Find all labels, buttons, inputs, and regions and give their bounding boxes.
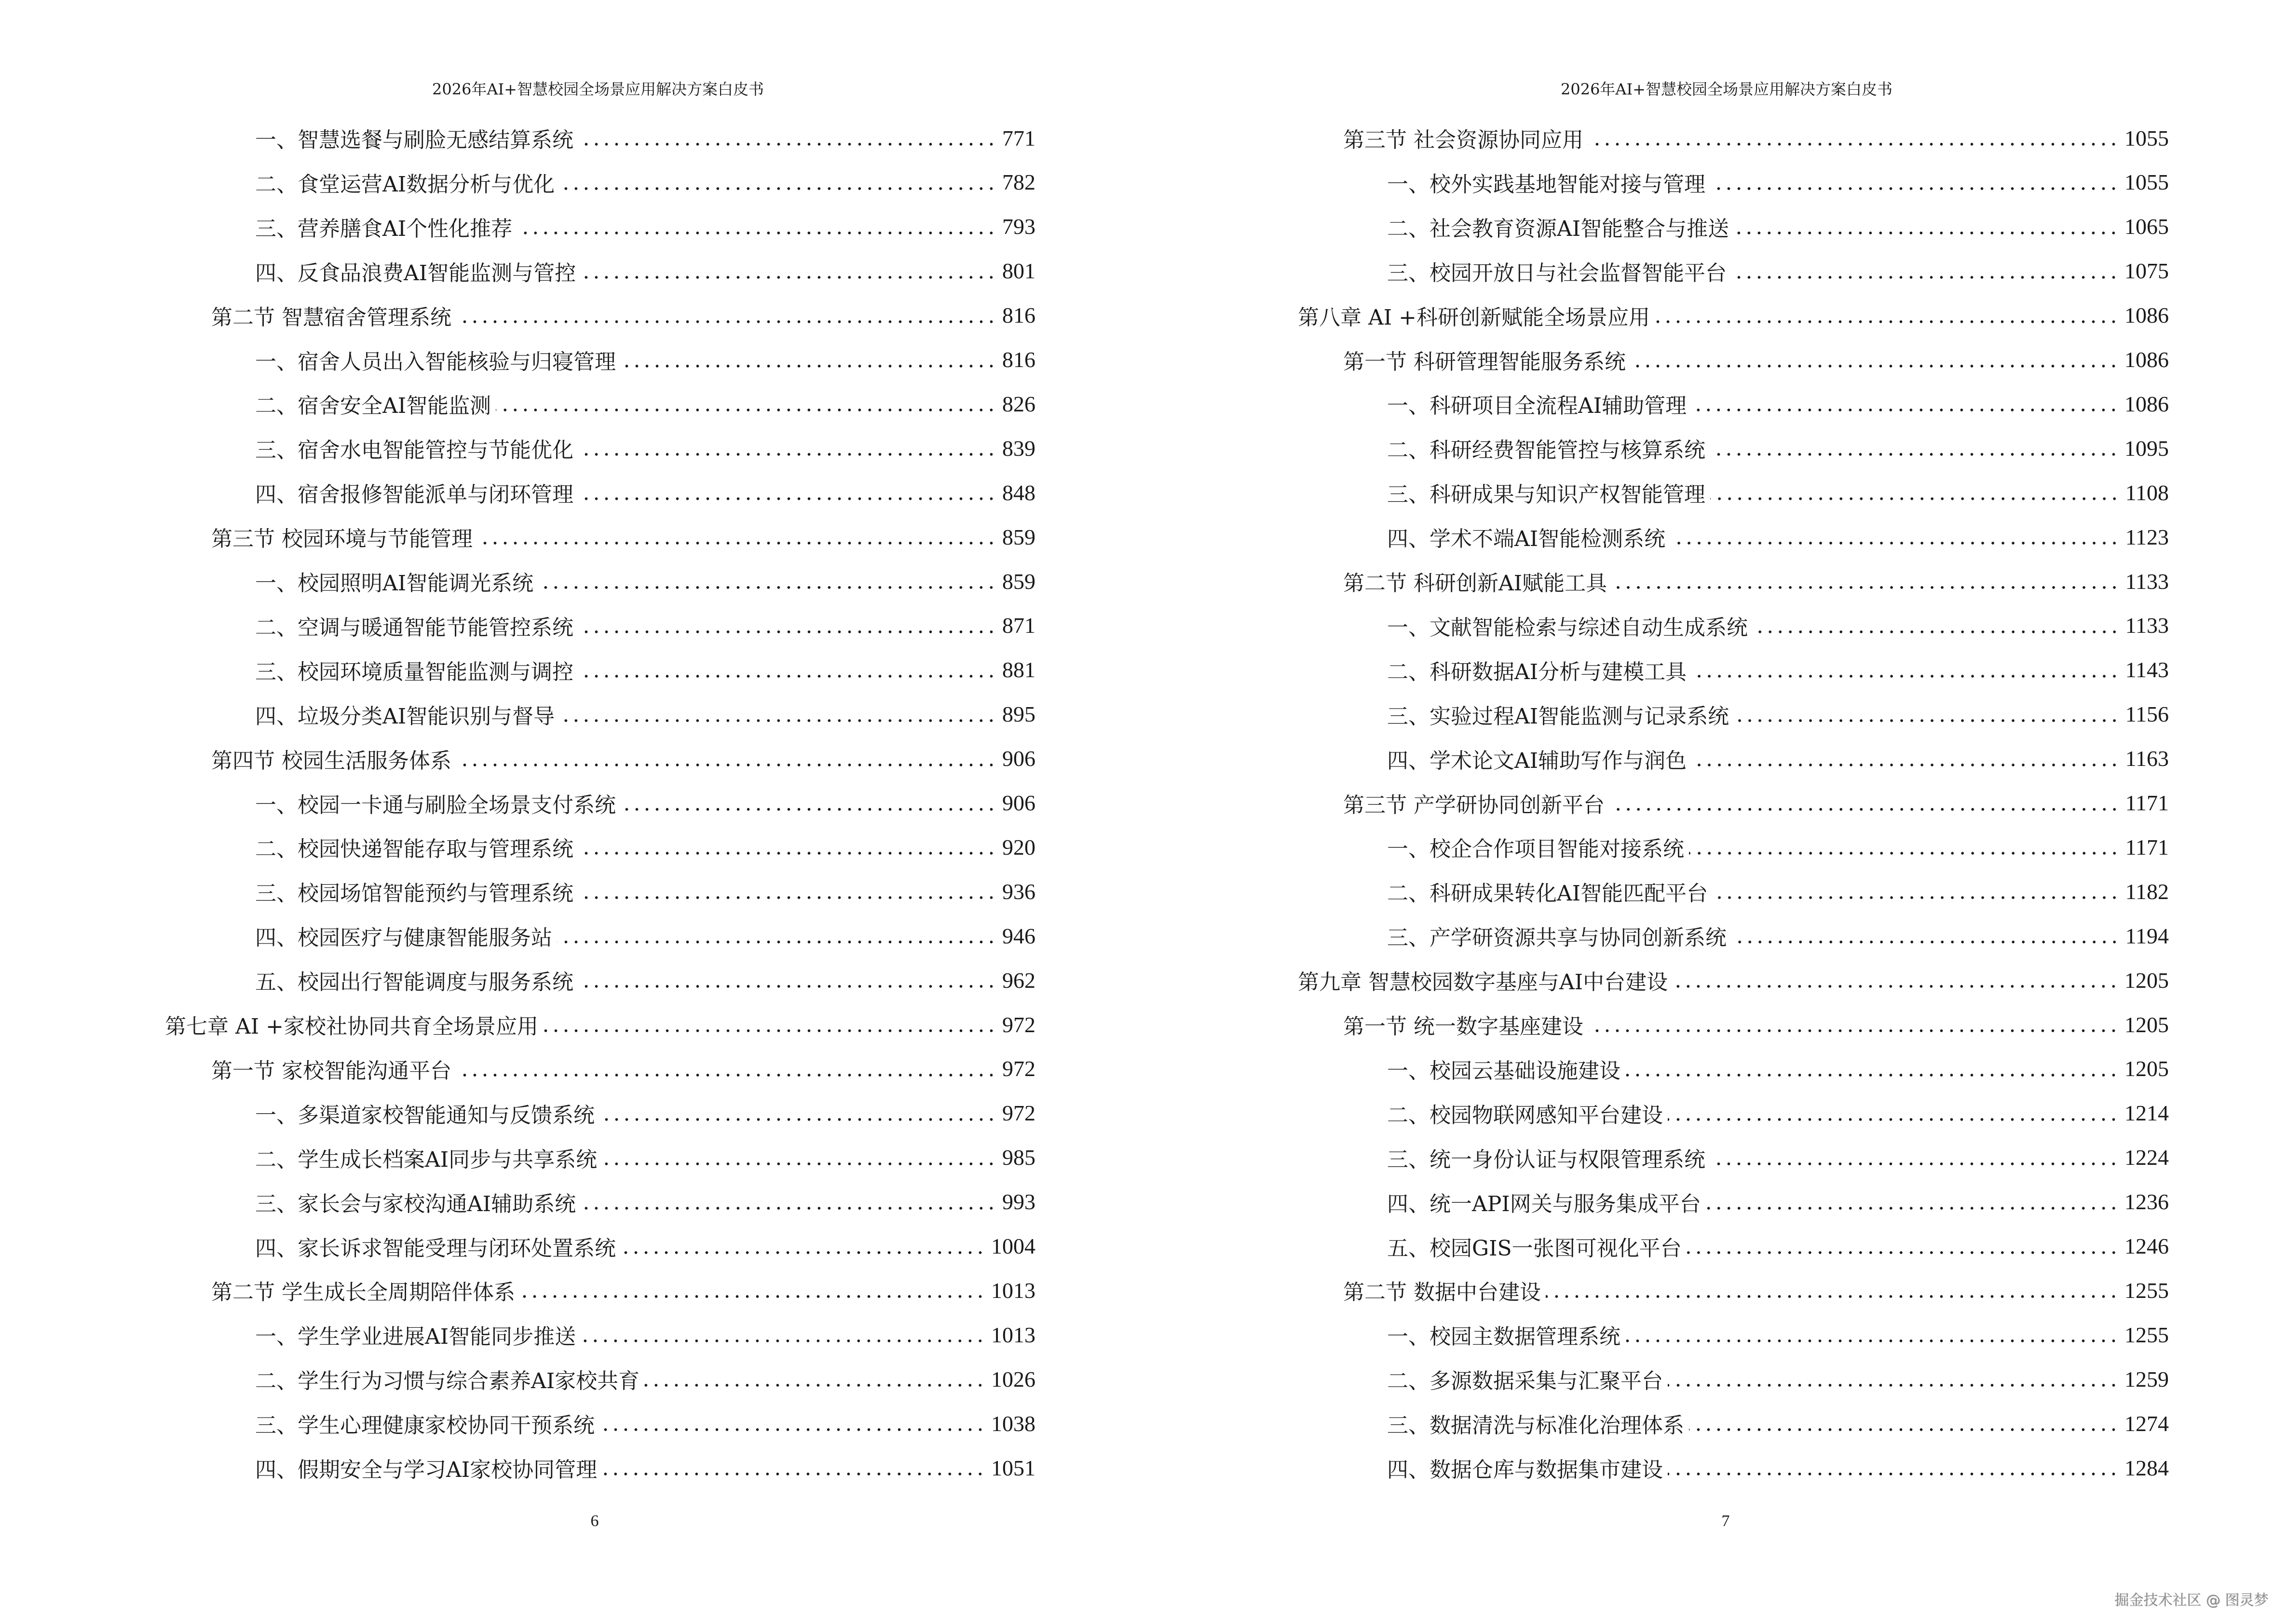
toc-subsection-entry[interactable]	[1387, 382, 2169, 426]
toc-entry-page-number: 1274	[2124, 1411, 2169, 1436]
toc-entry-page-number: 1194	[2125, 923, 2169, 948]
toc-entry-page-number: 1163	[2125, 746, 2169, 771]
toc-entry-page-number: 1205	[2124, 1056, 2169, 1081]
toc-entry-page-number: 1065	[2124, 214, 2169, 239]
toc-entry-page-number: 793	[1002, 214, 1035, 239]
dot-leader	[644, 1368, 985, 1390]
toc-subsection-entry[interactable]	[255, 382, 1035, 426]
dot-leader	[1588, 1014, 2119, 1035]
toc-subsection-entry[interactable]	[255, 958, 1035, 1002]
toc-section-entry[interactable]	[1343, 116, 2169, 160]
dot-leader	[1655, 305, 2119, 326]
toc-entry-page-number: 895	[1002, 702, 1035, 727]
toc-entry-page-number: 1246	[2124, 1234, 2169, 1258]
toc-subsection-entry[interactable]	[1387, 426, 2169, 470]
toc-subsection-entry[interactable]	[1387, 648, 2169, 692]
toc-entry-title: 第一节 统一数字基座建设	[1343, 1014, 1583, 1039]
toc-subsection-entry[interactable]	[255, 1135, 1035, 1180]
toc-entry-page-number: 816	[1002, 303, 1035, 328]
page-number: 6	[590, 1512, 599, 1530]
toc-subsection-entry[interactable]	[255, 1224, 1035, 1269]
toc-subsection-entry[interactable]	[255, 426, 1035, 470]
dot-leader	[1668, 1368, 2119, 1390]
toc-section-entry[interactable]	[1343, 781, 2169, 825]
toc-entry-title: 第七章 AI +家校社协同共育全场景应用	[165, 1014, 538, 1039]
dot-leader	[496, 393, 996, 414]
toc-subsection-entry[interactable]	[1387, 1312, 2169, 1357]
dot-leader	[1668, 1103, 2119, 1124]
toc-subsection-entry[interactable]	[255, 781, 1035, 825]
dot-leader	[1687, 1236, 2119, 1257]
toc-entry-title: 第三节 社会资源协同应用	[1343, 128, 1583, 152]
dot-leader	[559, 172, 996, 193]
toc-entry-title: 一、校园一卡通与刷脸全场景支付系统	[255, 792, 616, 818]
toc-subsection-entry[interactable]	[1387, 1135, 2169, 1180]
toc-subsection-entry[interactable]	[1387, 1446, 2169, 1490]
toc-entry-page-number: 1055	[2124, 170, 2169, 195]
dot-leader	[543, 1014, 996, 1035]
toc-subsection-entry[interactable]	[255, 1091, 1035, 1135]
toc-entry-page-number: 972	[1002, 1012, 1035, 1037]
toc-entry-page-number: 1086	[2124, 391, 2169, 416]
dot-leader	[581, 1324, 985, 1345]
toc-entry-title: 一、多渠道家校智能通知与反馈系统	[255, 1103, 595, 1128]
toc-entry-page-number: 1123	[2125, 524, 2169, 549]
toc-subsection-entry[interactable]	[255, 914, 1035, 958]
dot-leader	[578, 482, 996, 503]
page-number: 7	[1721, 1512, 1730, 1530]
toc-entry-title: 二、校园物联网感知平台建设	[1387, 1103, 1663, 1128]
toc-entry-title: 三、校园开放日与社会监督智能平台	[1387, 260, 1727, 286]
toc-entry-page-number: 1255	[2124, 1322, 2169, 1347]
dot-leader	[602, 1147, 996, 1168]
dot-leader	[602, 1457, 985, 1478]
dot-leader	[1631, 349, 2119, 370]
toc-subsection-entry[interactable]	[255, 470, 1035, 515]
dot-leader	[1691, 659, 2120, 681]
dot-leader	[1710, 172, 2119, 193]
toc-subsection-entry[interactable]	[1387, 1091, 2169, 1135]
toc-section-entry[interactable]	[211, 293, 1035, 338]
dot-leader	[559, 704, 996, 725]
toc-subsection-entry[interactable]	[255, 825, 1035, 869]
toc-subsection-entry[interactable]	[1387, 1180, 2169, 1224]
toc-entry-title: 三、宿舍水电智能管控与节能优化	[255, 438, 573, 463]
toc-entry-page-number: 906	[1002, 791, 1035, 815]
toc-entry-title: 一、学生学业进展AI智能同步推送	[255, 1324, 576, 1350]
toc-entry-page-number: 920	[1002, 834, 1035, 860]
dot-leader	[599, 1103, 996, 1124]
dot-leader	[621, 1236, 985, 1257]
toc-subsection-entry[interactable]	[255, 205, 1035, 249]
dot-leader	[1731, 260, 2119, 282]
toc-entry-page-number: 1205	[2124, 968, 2169, 993]
toc-entry-page-number: 839	[1002, 436, 1035, 461]
dot-leader	[1609, 792, 2120, 814]
dot-leader	[1713, 881, 2120, 902]
toc-entry-title: 第一节 科研管理智能服务系统	[1343, 349, 1626, 374]
toc-entry-page-number: 771	[1002, 125, 1035, 150]
toc-entry-page-number: 985	[1002, 1145, 1035, 1170]
dot-leader	[578, 127, 996, 149]
toc-entry-page-number: 1004	[991, 1234, 1035, 1258]
toc-entry-page-number: 1255	[2124, 1278, 2169, 1303]
toc-entry-page-number: 1055	[2124, 125, 2169, 150]
toc-entry-page-number: 1205	[2124, 1012, 2169, 1037]
toc-entry-title: 第二节 智慧宿舍管理系统	[211, 305, 451, 330]
toc-subsection-entry[interactable]	[255, 603, 1035, 648]
toc-entry-title: 四、反食品浪费AI智能监测与管控	[255, 260, 576, 286]
toc-entry-title: 四、统一API网关与服务集成平台	[1387, 1191, 1701, 1216]
toc-entry-title: 一、校园云基础设施建设	[1387, 1058, 1620, 1083]
toc-entry-title: 第八章 AI +科研创新赋能全场景应用	[1298, 305, 1650, 330]
toc-entry-title: 二、校园快递智能存取与管理系统	[255, 837, 573, 862]
dot-leader	[456, 748, 996, 769]
dot-leader	[557, 925, 996, 946]
toc-entry-page-number: 972	[1002, 1101, 1035, 1126]
toc-section-entry[interactable]	[211, 515, 1035, 559]
dot-leader	[456, 305, 996, 326]
toc-entry-page-number: 881	[1002, 657, 1035, 682]
toc-entry-page-number: 1086	[2124, 303, 2169, 328]
toc-entry-title: 四、学术不端AI智能检测系统	[1387, 527, 1666, 552]
toc-entry-title: 二、食堂运营AI数据分析与优化	[255, 172, 555, 197]
toc-entry-page-number: 826	[1002, 391, 1035, 416]
toc-entry-title: 三、校园环境质量智能监测与调控	[255, 659, 573, 684]
running-header: 2026年AI+智慧校园全场景应用解决方案白皮书	[1560, 80, 1893, 98]
toc-entry-title: 二、宿舍安全AI智能监测	[255, 394, 491, 419]
toc-entry-page-number: 1224	[2124, 1145, 2169, 1170]
toc-entry-page-number: 859	[1002, 524, 1035, 549]
dot-leader	[1625, 1058, 2119, 1079]
toc-entry-title: 四、校园医疗与健康智能服务站	[255, 926, 552, 951]
toc-entry-title: 五、校园GIS一张图可视化平台	[1387, 1236, 1682, 1261]
toc-subsection-entry[interactable]	[1387, 692, 2169, 737]
toc-entry-title: 第二节 学生成长全周期陪伴体系	[211, 1280, 515, 1305]
toc-entry-title: 一、校外实践基地智能对接与管理	[1387, 172, 1705, 197]
toc-entry-page-number: 993	[1002, 1189, 1035, 1215]
toc-entry-page-number: 1108	[2125, 480, 2169, 505]
toc-subsection-entry[interactable]	[255, 160, 1035, 205]
dot-leader	[520, 1280, 985, 1301]
toc-subsection-entry[interactable]	[1387, 470, 2169, 515]
toc-subsection-entry[interactable]	[255, 1357, 1035, 1401]
toc-subsection-entry[interactable]	[255, 559, 1035, 603]
toc-entry-title: 四、学术论文AI辅助写作与润色	[1387, 748, 1687, 773]
toc-entry-title: 三、数据清洗与标准化治理体系	[1387, 1413, 1684, 1438]
toc-entry-page-number: 1171	[2125, 834, 2169, 860]
toc-subsection-entry[interactable]	[255, 338, 1035, 382]
toc-entry-page-number: 1182	[2125, 879, 2169, 904]
dot-leader	[1625, 1324, 2119, 1345]
dot-leader	[578, 437, 996, 459]
toc-entry-title: 一、宿舍人员出入智能核验与归寝管理	[255, 349, 616, 374]
dot-leader	[1731, 925, 2120, 946]
toc-subsection-entry[interactable]	[1387, 603, 2169, 648]
dot-leader	[517, 216, 996, 237]
toc-entry-page-number: 1143	[2125, 657, 2169, 682]
toc-entry-title: 三、统一身份认证与权限管理系统	[1387, 1147, 1705, 1172]
dot-leader	[578, 969, 996, 991]
toc-entry-title: 二、科研经费智能管控与核算系统	[1387, 438, 1705, 463]
dot-leader	[1612, 571, 2120, 592]
toc-entry-title: 三、科研成果与知识产权智能管理	[1387, 482, 1705, 507]
toc-entry-page-number: 906	[1002, 746, 1035, 771]
toc-entry-title: 第三节 产学研协同创新平台	[1343, 792, 1605, 818]
toc-subsection-entry[interactable]	[1387, 515, 2169, 559]
toc-entry-page-number: 1171	[2125, 791, 2169, 815]
dot-leader	[1710, 482, 2120, 503]
toc-subsection-entry[interactable]	[1387, 1224, 2169, 1269]
dot-leader	[456, 1058, 996, 1079]
toc-entry-page-number: 871	[1002, 613, 1035, 638]
toc-subsection-entry[interactable]	[255, 648, 1035, 692]
toc-subsection-entry[interactable]	[1387, 160, 2169, 205]
toc-section-entry[interactable]	[211, 1268, 1035, 1312]
toc-entry-page-number: 962	[1002, 968, 1035, 993]
toc-entry-page-number: 1013	[991, 1322, 1035, 1347]
toc-section-entry[interactable]	[1343, 1268, 2169, 1312]
toc-entry-title: 二、社会教育资源AI智能整合与推送	[1387, 216, 1729, 241]
dot-leader	[1689, 836, 2120, 858]
toc-entry-page-number: 946	[1002, 923, 1035, 948]
toc-entry-title: 第二节 数据中台建设	[1343, 1280, 1541, 1305]
toc-entry-title: 二、学生行为习惯与综合素养AI家校共育	[255, 1369, 640, 1394]
toc-entry-title: 五、校园出行智能调度与服务系统	[255, 970, 573, 995]
toc-entry-page-number: 1038	[991, 1411, 1035, 1436]
toc-subsection-entry[interactable]	[255, 1446, 1035, 1490]
dot-leader	[1691, 748, 2120, 769]
toc-subsection-entry[interactable]	[255, 692, 1035, 737]
toc-subsection-entry[interactable]	[1387, 914, 2169, 958]
toc-entry-title: 三、实验过程AI智能监测与记录系统	[1387, 704, 1729, 729]
dot-leader	[578, 659, 996, 681]
toc-entry-page-number: 1259	[2124, 1366, 2169, 1392]
toc-section-entry[interactable]	[1343, 559, 2169, 603]
toc-entry-page-number: 972	[1002, 1056, 1035, 1081]
toc-entry-page-number: 1013	[991, 1278, 1035, 1303]
toc-subsection-entry[interactable]	[1387, 249, 2169, 293]
dot-leader	[578, 836, 996, 858]
toc-subsection-entry[interactable]	[255, 869, 1035, 914]
dot-leader	[538, 571, 996, 592]
toc-entry-page-number: 782	[1002, 170, 1035, 195]
toc-entry-title: 三、学生心理健康家校协同干预系统	[255, 1413, 595, 1438]
dot-leader	[1668, 1457, 2119, 1478]
toc-entry-page-number: 859	[1002, 569, 1035, 594]
dot-leader	[599, 1413, 985, 1434]
toc-entry-page-number: 1284	[2124, 1455, 2169, 1480]
toc-entry-title: 四、垃圾分类AI智能识别与督导	[255, 704, 555, 729]
toc-entry-page-number: 1236	[2124, 1189, 2169, 1215]
toc-entry-title: 二、多源数据采集与汇聚平台	[1387, 1369, 1663, 1394]
toc-subsection-entry[interactable]	[1387, 1047, 2169, 1091]
dot-leader	[1753, 615, 2120, 636]
toc-subsection-entry[interactable]	[255, 1312, 1035, 1357]
toc-entry-title: 第一节 家校智能沟通平台	[211, 1058, 451, 1083]
toc-section-entry[interactable]	[211, 1047, 1035, 1091]
toc-entry-title: 第二节 科研创新AI赋能工具	[1343, 571, 1607, 596]
toc-chapter-entry[interactable]	[1298, 958, 2169, 1002]
toc-chapter-entry[interactable]	[1298, 293, 2169, 338]
watermark: 掘金技术社区 @ 图灵梦	[2114, 1592, 2269, 1609]
toc-entry-page-number: 1075	[2124, 259, 2169, 284]
toc-entry-page-number: 1214	[2124, 1101, 2169, 1126]
dot-leader	[1691, 393, 2119, 414]
toc-entry-page-number: 1086	[2124, 347, 2169, 372]
toc-entry-title: 三、产学研资源共享与协同创新系统	[1387, 926, 1727, 951]
toc-subsection-entry[interactable]	[1387, 869, 2169, 914]
dot-leader	[1673, 969, 2119, 991]
toc-entry-title: 四、数据仓库与数据集市建设	[1387, 1458, 1663, 1482]
dot-leader	[578, 615, 996, 636]
toc-section-entry[interactable]	[1343, 338, 2169, 382]
dot-leader	[581, 260, 996, 282]
toc-entry-title: 一、科研项目全流程AI辅助管理	[1387, 394, 1687, 419]
dot-leader	[1734, 216, 2119, 237]
dot-leader	[1588, 127, 2119, 149]
toc-entry-title: 一、校园主数据管理系统	[1387, 1324, 1620, 1350]
toc-subsection-entry[interactable]	[1387, 1401, 2169, 1446]
toc-subsection-entry[interactable]	[255, 1401, 1035, 1446]
toc-entry-title: 第四节 校园生活服务体系	[211, 748, 451, 773]
toc-entry-page-number: 1156	[2125, 702, 2169, 727]
toc-entry-title: 三、家长会与家校沟通AI辅助系统	[255, 1191, 576, 1216]
toc-section-entry[interactable]	[1343, 1002, 2169, 1047]
toc-entry-title: 三、营养膳食AI个性化推荐	[255, 216, 513, 241]
dot-leader	[1546, 1280, 2119, 1301]
toc-entry-page-number: 1133	[2125, 613, 2169, 638]
toc-entry-page-number: 1095	[2124, 436, 2169, 461]
toc-subsection-entry[interactable]	[1387, 737, 2169, 781]
toc-section-entry[interactable]	[211, 737, 1035, 781]
dot-leader	[1689, 1413, 2119, 1434]
toc-entry-page-number: 1051	[991, 1455, 1035, 1480]
toc-entry-title: 一、智慧选餐与刷脸无感结算系统	[255, 128, 573, 152]
toc-entry-title: 一、文献智能检索与综述自动生成系统	[1387, 615, 1748, 640]
toc-entry-title: 二、科研成果转化AI智能匹配平台	[1387, 881, 1708, 906]
toc-entry-title: 四、假期安全与学习AI家校协同管理	[255, 1458, 598, 1482]
toc-entry-title: 第三节 校园环境与节能管理	[211, 527, 473, 552]
toc-entry-page-number: 848	[1002, 480, 1035, 505]
toc-entry-title: 一、校企合作项目智能对接系统	[1387, 837, 1684, 862]
toc-entry-title: 第九章 智慧校园数字基座与AI中台建设	[1298, 970, 1668, 995]
dot-leader	[1710, 1147, 2119, 1168]
dot-leader	[1710, 437, 2119, 459]
dot-leader	[477, 526, 996, 547]
toc-chapter-entry[interactable]	[165, 1002, 1035, 1047]
toc-entry-title: 一、校园照明AI智能调光系统	[255, 571, 534, 596]
toc-subsection-entry[interactable]	[255, 116, 1035, 160]
toc-entry-page-number: 801	[1002, 259, 1035, 284]
toc-entry-title: 三、校园场馆智能预约与管理系统	[255, 881, 573, 906]
dot-leader	[621, 792, 996, 814]
dot-leader	[1734, 704, 2120, 725]
toc-subsection-entry[interactable]	[1387, 825, 2169, 869]
toc-entry-title: 四、家长诉求智能受理与闭环处置系统	[255, 1236, 616, 1261]
dot-leader	[621, 349, 996, 370]
toc-entry-page-number: 1026	[991, 1366, 1035, 1392]
toc-entry-page-number: 936	[1002, 879, 1035, 904]
toc-subsection-entry[interactable]	[1387, 205, 2169, 249]
toc-entry-title: 四、宿舍报修智能派单与闭环管理	[255, 482, 573, 507]
toc-entry-page-number: 1133	[2125, 569, 2169, 594]
page-right	[1144, 0, 2287, 1624]
toc-subsection-entry[interactable]	[1387, 1357, 2169, 1401]
dot-leader	[578, 881, 996, 902]
dot-leader	[1670, 526, 2120, 547]
dot-leader	[1706, 1191, 2119, 1213]
toc-entry-title: 二、科研数据AI分析与建模工具	[1387, 659, 1687, 684]
toc-subsection-entry[interactable]	[255, 249, 1035, 293]
toc-subsection-entry[interactable]	[255, 1180, 1035, 1224]
running-header: 2026年AI+智慧校园全场景应用解决方案白皮书	[432, 80, 764, 98]
toc-entry-title: 二、空调与暖通智能节能管控系统	[255, 615, 573, 640]
toc-entry-title: 二、学生成长档案AI同步与共享系统	[255, 1147, 598, 1172]
toc-entry-page-number: 816	[1002, 347, 1035, 372]
dot-leader	[581, 1191, 996, 1213]
